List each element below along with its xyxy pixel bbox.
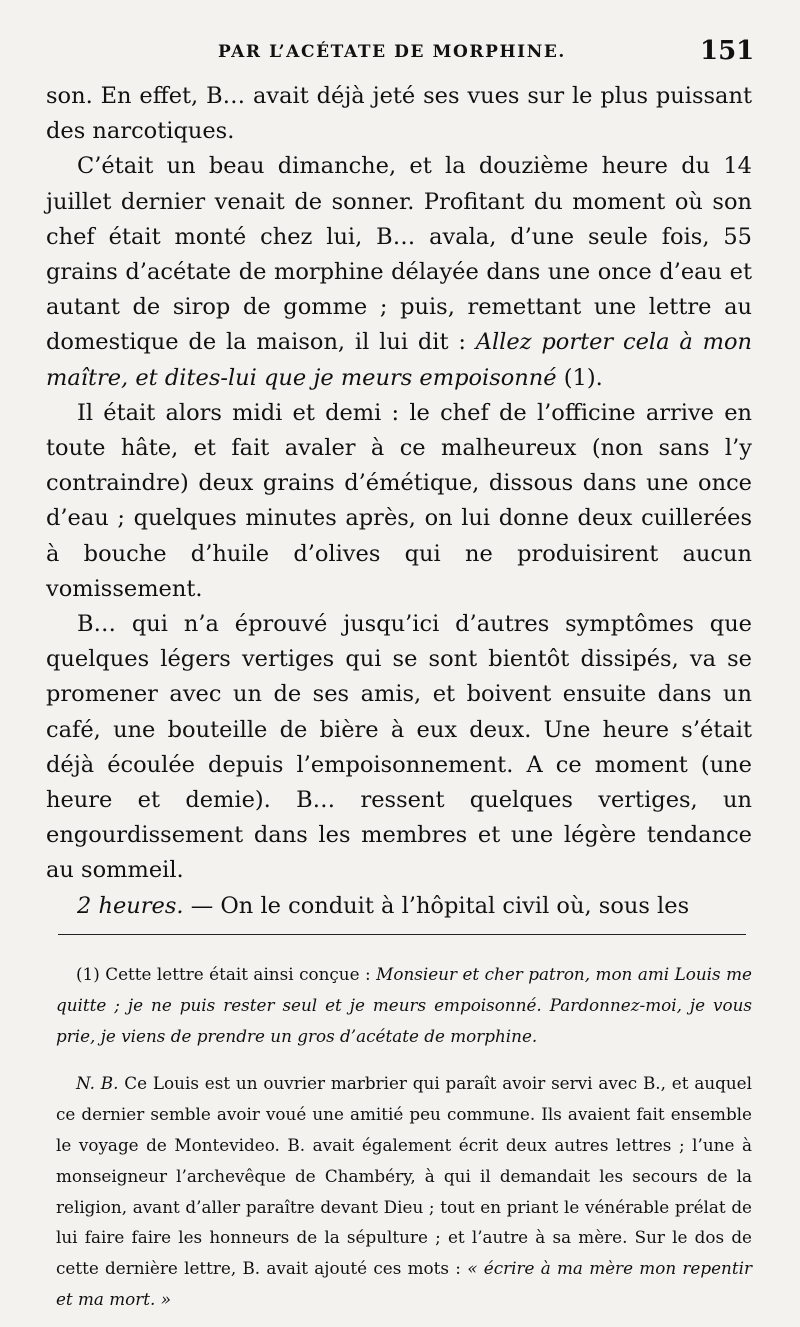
paragraph-continuation: son. En effet, B… avait déjà jeté ses vues sur le plus puissant des narcotiques.	[46, 83, 752, 145]
page-number: 151	[700, 36, 755, 66]
footnote-1-letter: Monsieur et cher patron, mon ami Louis me quitte ; je ne puis rester seul et je meurs empoisonné. Pardonnez-moi, je vous prie, je viens de prendre un gros d’acétate de morphine.	[56, 964, 752, 1046]
nota-bene-text: Ce Louis est un ouvrier marbrier qui paraît avoir servi avec B., et auquel ce dernier semble avoir voué une amitié peu commune. Ils avaient fait ensemble le voyage de Montevideo. B. avait également écrit deux autres lettres ; l’une à monseigneur l’archevêque de Chambéry, à qui il demandait les secours de la religion, avant d’aller paraître devant Dieu ; tout en priant le vénérable prélat de lui faire faire les honneurs de la sépulture ; et l’autre à sa mère. Sur le dos de cette dernière lettre, B. avait ajouté ces mots :	[56, 1073, 752, 1279]
nota-bene-label: N. B.	[76, 1073, 119, 1094]
time-marker: 2 heures.	[77, 892, 184, 919]
paragraph-sunday	[46, 149, 752, 395]
paragraph-two-hours	[46, 889, 752, 924]
nota-bene	[56, 1068, 752, 1314]
footnote-1	[56, 959, 752, 1051]
paragraph-symptoms: B… qui n’a éprouvé jusqu’ici d’autres symptômes que quelques légers vertiges qui se sont bientôt dissipés, va se promener avec un de ses amis, et boivent ensuite dans un café, une bouteille de bière à eux deux. Une heure s’était déjà écoulée depuis l’empoisonnement. A ce moment (une heure et demie). B… ressent quelques vertiges, un engourdissement dans les membres et une légère tendance au sommeil.	[46, 611, 752, 884]
running-title: PAR L’ACÉTATE DE MORPHINE.	[218, 42, 566, 62]
nota-bene-quote: « écrire à ma mère mon repentir et ma mort. »	[56, 1258, 752, 1309]
footnote-reference: (1).	[556, 364, 603, 391]
footnote-1-intro: (1) Cette lettre était ainsi conçue :	[76, 964, 377, 984]
quoted-speech: Allez porter cela à mon maître, et dites-lui que je meurs empoisonné	[46, 329, 752, 391]
footnote-rule	[58, 934, 746, 935]
paragraph-two-hours-text: — On le conduit à l’hôpital civil où, sous les	[183, 892, 690, 919]
body-text	[46, 79, 752, 924]
footnotes	[56, 959, 752, 1315]
paragraph-emetic: Il était alors midi et demi : le chef de l’officine arrive en toute hâte, et fait avaler à ce malheureux (non sans l’y contraindre) deux grains d’émétique, dissous dans une once d’eau ; quelques minutes après, on lui donne deux cuillerées à bouche d’huile d’olives qui ne produisirent aucun vomissement.	[46, 399, 752, 602]
paragraph-sunday-text: C’était un beau dimanche, et la douzième heure du 14 juillet dernier venait de sonner. Profitant du moment où son chef était monté chez lui, B… avala, d’une seule fois, 55 grains d’acétate de morphine délayée dans une once d’eau et autant de sirop de gomme ; puis, remettant une lettre au domestique de la maison, il lui dit :	[46, 153, 752, 356]
